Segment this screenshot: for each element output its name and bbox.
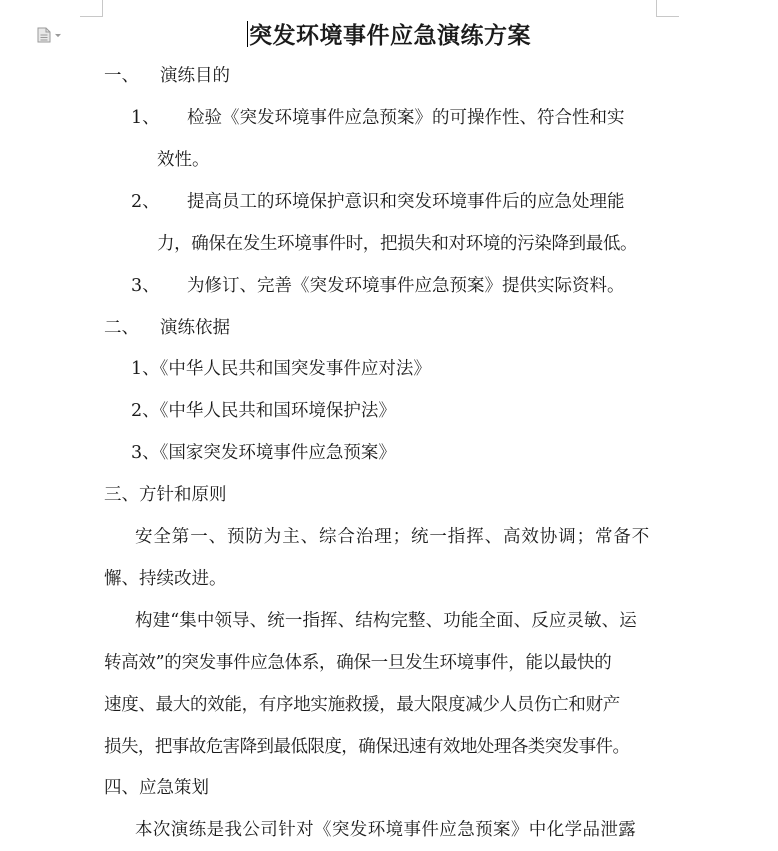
list-item-continuation: 力，确保在发生环境事件时，把损失和对环境的污染降到最低。	[157, 234, 638, 254]
section-heading-text: 演练依据	[160, 318, 230, 338]
paragraph-line: 构建“集中领导、统一指挥、结构完整、功能全面、反应灵敏、运	[135, 611, 637, 631]
list-item: 1、《中华人民共和国突发事件应对法》	[131, 359, 431, 379]
paragraph-line: 损失，把事故危害降到最低限度，确保迅速有效地处理各类突发事件。	[104, 737, 630, 757]
list-item-text: 提高员工的环境保护意识和突发环境事件后的应急处理能	[187, 192, 625, 212]
section-heading	[104, 64, 139, 88]
list-item-number: 3、	[131, 276, 160, 296]
crop-mark-top-left	[80, 0, 103, 17]
list-item-number: 1、	[131, 108, 160, 128]
paragraph-line: 本次演练是我公司针对《突发环境事件应急预案》中化学品泄露	[135, 820, 637, 840]
section-heading: 二、	[104, 318, 139, 338]
paragraph-line: 懈、持续改进。	[104, 569, 227, 589]
list-item-continuation: 效性。	[157, 150, 210, 170]
crop-mark-top-right	[656, 0, 679, 17]
list-item-number: 2、	[131, 192, 160, 212]
heading-number: 一、	[104, 66, 139, 86]
paragraph-line: 安全第一、预防为主、综合治理；统一指挥、高效协调；常备不	[135, 527, 651, 547]
paragraph-line: 转高效”的突发事件应急体系，确保一旦发生环境事件，能以最快的	[104, 653, 612, 673]
section-heading: 三、方针和原则	[104, 485, 227, 505]
list-item-line	[187, 106, 657, 130]
paragraph-line: 速度、最大的效能，有序地实施救援，最大限度减少人员伤亡和财产	[104, 695, 620, 715]
section-heading-text: 演练目的	[160, 66, 230, 86]
document-title[interactable]	[0, 18, 778, 54]
text-cursor	[247, 21, 248, 47]
list-item-text: 为修订、完善《突发环境事件应急预案》提供实际资料。	[187, 276, 625, 296]
list-item: 3、《国家突发环境事件应急预案》	[131, 443, 396, 463]
title-text: 突发环境事件应急演练方案	[249, 22, 531, 49]
list-item-text: 检验《突发环境事件应急预案》的可操作性、符合性和实	[187, 108, 625, 128]
list-item: 2、《中华人民共和国环境保护法》	[131, 401, 396, 421]
section-heading: 四、应急策划	[104, 778, 209, 798]
list-item-line	[187, 190, 657, 214]
